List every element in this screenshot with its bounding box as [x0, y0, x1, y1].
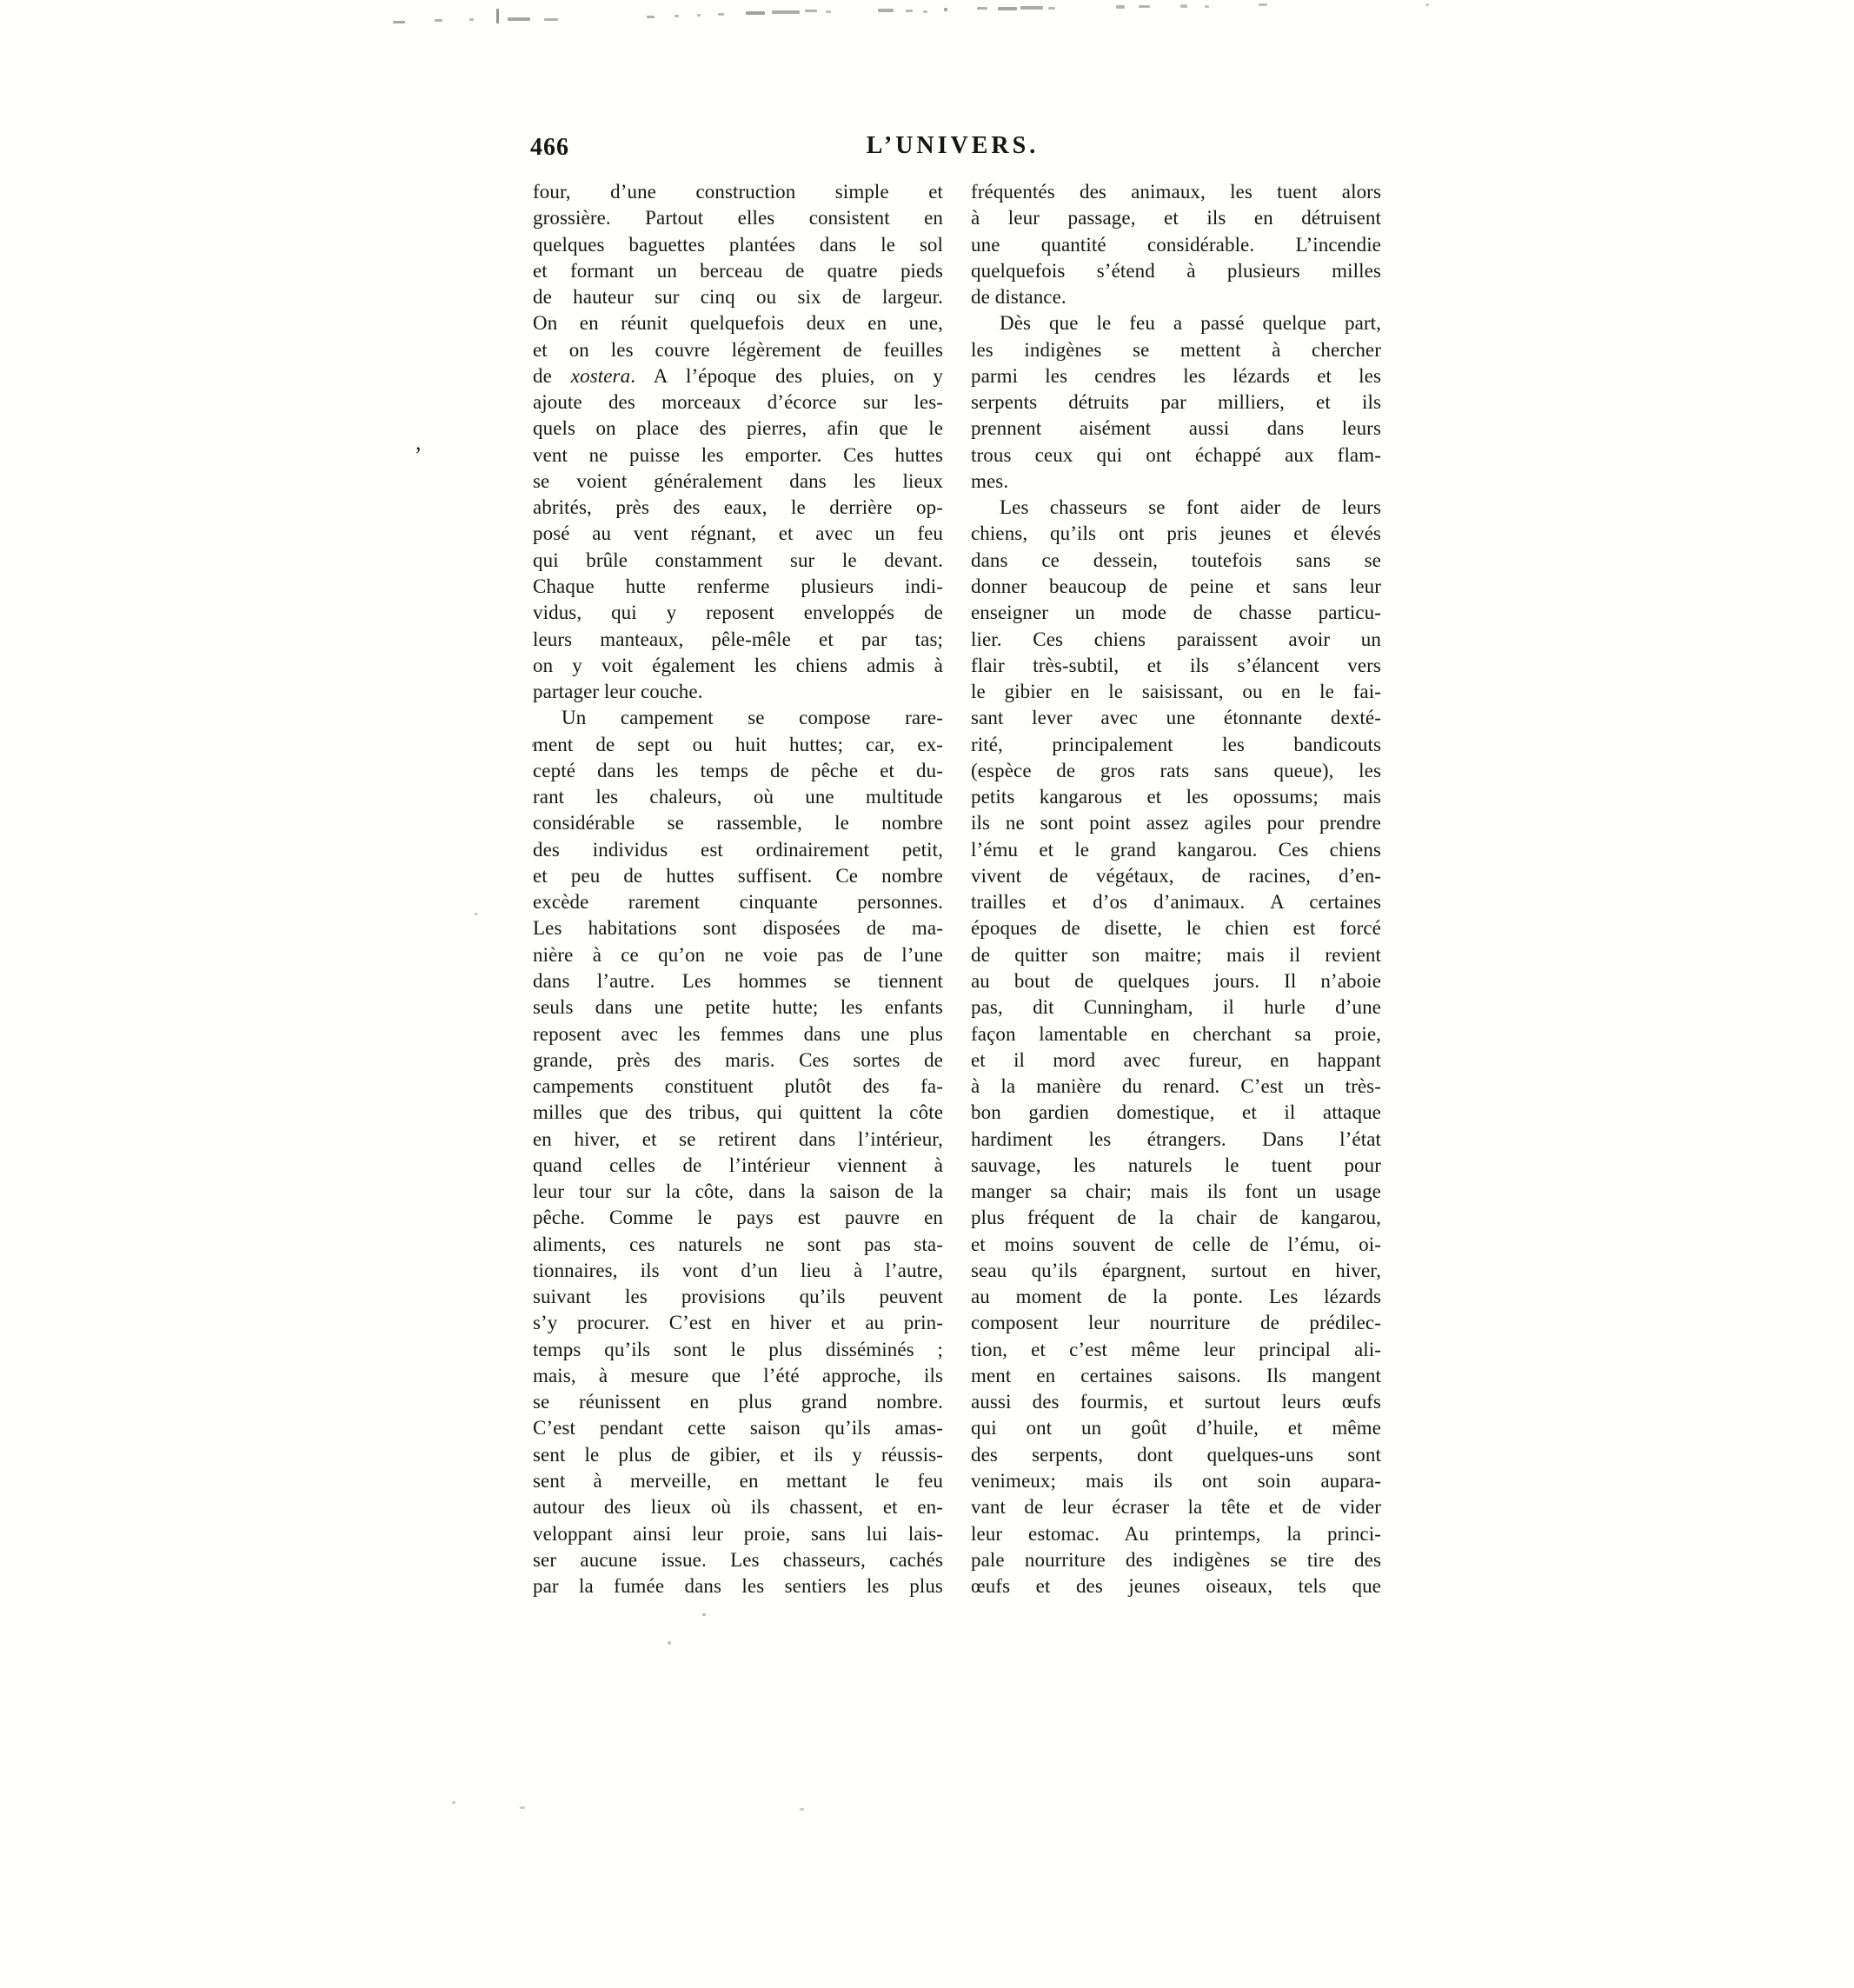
- text-line: les indigènes se mettent à chercher: [971, 338, 1381, 361]
- text-line: à leur passage, et ils en détruisent: [971, 207, 1381, 229]
- text-line: Chaque hutte renferme plusieurs indi-: [533, 575, 943, 597]
- text-line: au bout de quelques jours. Il n’aboie: [971, 969, 1381, 992]
- scan-artifact: [746, 11, 765, 15]
- text-line: Les habitations sont disposées de ma-: [533, 917, 943, 940]
- text-line: de xostera. A l’époque des pluies, on y: [533, 364, 943, 387]
- text-line: pas, dit Cunningham, il hurle d’une: [971, 996, 1381, 1019]
- text-line: parmi les cendres les lézards et les: [971, 364, 1381, 387]
- page-number: 466: [530, 134, 569, 161]
- text-line: œufs et des jeunes oiseaux, tels que: [971, 1575, 1381, 1598]
- scan-artifact: [826, 10, 831, 13]
- text-line: vent ne puisse les emporter. Ces huttes: [533, 443, 943, 466]
- scan-artifact: [800, 1808, 804, 1811]
- paragraph: [971, 310, 1381, 495]
- text-line: ils ne sont point assez agiles pour prendre: [971, 812, 1381, 834]
- text-line: Un campement se compose rare-: [562, 707, 943, 729]
- text-line: cepté dans les temps de pêche et du-: [533, 759, 943, 781]
- text-line: serpents détruits par milliers, et ils: [971, 391, 1381, 414]
- text-line: chiens, qu’ils ont pris jeunes et élevés: [971, 522, 1381, 545]
- text-line: leur estomac. Au printemps, la princi-: [971, 1522, 1381, 1545]
- scan-artifact: [1425, 3, 1429, 6]
- text-line: de quitter son maitre; mais il revient: [971, 943, 1381, 966]
- text-line: s’y procurer. C’est en hiver et au prin-: [533, 1312, 943, 1334]
- text-line: hardiment les étrangers. Dans l’état: [971, 1127, 1381, 1150]
- text-line: Dès que le feu a passé quelque part,: [1000, 312, 1381, 335]
- text-line: façon lamentable en cherchant sa proie,: [971, 1022, 1381, 1045]
- text-line: reposent avec les femmes dans une plus: [533, 1022, 943, 1045]
- text-line: en hiver, et se retirent dans l’intérieur,: [533, 1127, 943, 1150]
- text-line: leurs manteaux, pêle-mêle et par tas;: [533, 628, 943, 650]
- text-line: (espèce de gros rats sans queue), les: [971, 759, 1381, 781]
- text-line: veloppant ainsi leur proie, sans lui lais-: [533, 1522, 943, 1545]
- text-line: venimeux; mais ils ont soin aupara-: [971, 1470, 1381, 1493]
- page-header: [530, 132, 1375, 169]
- text-line: ment de sept ou huit huttes; car, ex-: [533, 733, 943, 755]
- scan-artifact: [697, 14, 701, 17]
- text-line: se voient généralement dans les lieux: [533, 469, 943, 492]
- text-line: aliments, ces naturels ne sont pas sta-: [533, 1233, 943, 1255]
- text-line: composent leur nourriture de prédilec-: [971, 1312, 1381, 1334]
- paragraph: [533, 705, 943, 1599]
- text-line: ajoute des morceaux d’écorce sur les-: [533, 391, 943, 414]
- text-line: considérable se rassemble, le nombre: [533, 812, 943, 834]
- text-line: posé au vent régnant, et avec un feu: [533, 522, 943, 545]
- text-line: ser aucune issue. Les chasseurs, cachés: [533, 1548, 943, 1571]
- scan-artifact: [977, 7, 987, 10]
- text-line: et formant un berceau de quatre pieds: [533, 259, 943, 282]
- scan-artifact: [1048, 7, 1055, 10]
- text-line: flair très-subtil, et ils s’élancent vers: [971, 654, 1381, 676]
- text-line: de hauteur sur cinq ou six de largeur.: [533, 286, 943, 309]
- scan-artifact: [1180, 4, 1187, 8]
- text-line: par la fumée dans les sentiers les plus: [533, 1575, 943, 1598]
- scan-artifact: [1259, 3, 1267, 6]
- scan-artifact: [718, 13, 724, 16]
- scan-artifact: [772, 10, 800, 14]
- scan-artifact: [1116, 5, 1125, 9]
- text-line: grande, près des maris. Ces sortes de: [533, 1048, 943, 1071]
- text-line: se réunissent en plus grand nombre.: [533, 1391, 943, 1413]
- scan-artifact: [878, 9, 894, 12]
- text-line: à la manière du renard. C’est un très-: [971, 1075, 1381, 1098]
- text-line: pêche. Comme le pays est pauvre en: [533, 1207, 943, 1229]
- scan-artifact: [647, 16, 655, 18]
- text-line: et on les couvre légèrement de feuilles: [533, 338, 943, 361]
- scan-artifact: [1205, 5, 1209, 8]
- text-line: une quantité considérable. L’incendie: [971, 233, 1381, 256]
- text-line: On en réunit quelquefois deux en une,: [533, 312, 943, 335]
- text-line: seuls dans une petite hutte; les enfants: [533, 996, 943, 1019]
- text-line: dans ce dessein, toutefois sans se: [971, 549, 1381, 571]
- text-line: prennent aisément aussi dans leurs: [971, 417, 1381, 440]
- paragraph: [971, 495, 1381, 1599]
- text-line: seau qu’ils épargnent, surtout en hiver,: [971, 1259, 1381, 1281]
- text-line: C’est pendant cette saison qu’ils amas-: [533, 1417, 943, 1439]
- text-line: rant les chaleurs, où une multitude: [533, 786, 943, 808]
- text-line: enseigner un mode de chasse particu-: [971, 602, 1381, 624]
- text-line: trailles et d’os d’animaux. A certaines: [971, 891, 1381, 914]
- text-line: des serpents, dont quelques-uns sont: [971, 1443, 1381, 1466]
- text-line: époques de disette, le chien est forcé: [971, 917, 1381, 940]
- scan-artifact: [393, 21, 405, 23]
- text-line: vant de leur écraser la tête et de vider: [971, 1496, 1381, 1519]
- text-line: suivant les provisions qu’ils peuvent: [533, 1286, 943, 1308]
- right-column: [971, 179, 1381, 1599]
- scan-artifact: [805, 10, 817, 12]
- text-line: donner beaucoup de peine et sans leur: [971, 575, 1381, 597]
- text-line: leur tour sur la côte, dans la saison de la: [533, 1180, 943, 1203]
- scan-artifact: [674, 15, 679, 17]
- text-line: sauvage, les naturels le tuent pour: [971, 1154, 1381, 1176]
- text-line: quelquefois s’étend à plusieurs milles: [971, 259, 1381, 282]
- text-line: quels on place des pierres, afin que le: [533, 417, 943, 440]
- scan-artifact: [944, 8, 947, 11]
- text-line: nière à ce qu’on ne voie pas de l’une: [533, 943, 943, 966]
- running-title: L’UNIVERS.: [866, 132, 1040, 159]
- text-line: sent le plus de gibier, et ils y réussis-: [533, 1443, 943, 1466]
- text-line: rité, principalement les bandicouts: [971, 733, 1381, 755]
- text-line: de distance.: [971, 286, 1067, 309]
- text-line: tion, et c’est même leur principal ali-: [971, 1338, 1381, 1360]
- scan-artifact: [435, 19, 442, 22]
- scan-artifact: [469, 18, 474, 21]
- scan-artifact: [998, 7, 1017, 10]
- scan-artifact: [906, 10, 913, 12]
- scan-artifact: [668, 1641, 671, 1645]
- text-line: plus fréquent de la chair de kangarou,: [971, 1207, 1381, 1229]
- scan-artifact: [508, 17, 530, 21]
- paragraph: [971, 179, 1381, 310]
- text-line: aussi des fourmis, et surtout leurs œufs: [971, 1391, 1381, 1413]
- text-line: campements constituent plutôt des fa-: [533, 1075, 943, 1098]
- scan-artifact: [1020, 6, 1043, 10]
- text-line: on y voit également les chiens admis à: [533, 654, 943, 676]
- text-line: sant lever avec une étonnante dexté-: [971, 707, 1381, 729]
- text-line: partager leur couche.: [533, 681, 703, 703]
- text-line: ment en certaines saisons. Ils mangent: [971, 1364, 1381, 1386]
- text-line: lier. Ces chiens paraissent avoir un: [971, 628, 1381, 650]
- text-line: quelques baguettes plantées dans le sol: [533, 233, 943, 256]
- text-line: des individus est ordinairement petit,: [533, 838, 943, 861]
- text-line: dans l’autre. Les hommes se tiennent: [533, 969, 943, 992]
- scan-artifact: [532, 743, 535, 747]
- text-line: pale nourriture des indigènes se tire des: [971, 1548, 1381, 1571]
- text-line: vidus, qui y reposent enveloppés de: [533, 602, 943, 624]
- text-line: quand celles de l’intérieur viennent à: [533, 1154, 943, 1176]
- scan-artifact: [496, 9, 499, 23]
- text-line: qui brûle constamment sur le devant.: [533, 549, 943, 571]
- scan-artifact: [544, 18, 558, 21]
- text-line: manger sa chair; mais ils font un usage: [971, 1180, 1381, 1203]
- text-line: temps qu’ils sont le plus disséminés ;: [533, 1338, 943, 1360]
- text-line: le gibier en le saisissant, ou en le fai-: [971, 681, 1381, 703]
- text-line: qui ont un goût d’huile, et même: [971, 1417, 1381, 1439]
- text-line: grossière. Partout elles consistent en: [533, 207, 943, 229]
- text-line: et moins souvent de celle de l’ému, oi-: [971, 1233, 1381, 1255]
- scan-artifact: [702, 1613, 706, 1616]
- text-line: l’ému et le grand kangarou. Ces chiens: [971, 838, 1381, 861]
- text-line: trous ceux qui ont échappé aux flam-: [971, 443, 1381, 466]
- scan-artifact: [1139, 5, 1150, 8]
- scan-artifact: [452, 1801, 455, 1804]
- text-line: vivent de végétaux, de racines, d’en-: [971, 864, 1381, 887]
- text-line: autour des lieux où ils chassent, et en-: [533, 1496, 943, 1519]
- text-line: mais, à mesure que l’été approche, ils: [533, 1364, 943, 1386]
- text-line: milles que des tribus, qui quittent la côte: [533, 1101, 943, 1124]
- margin-comma-artifact: ,: [415, 429, 422, 455]
- text-line: mes.: [971, 469, 1009, 492]
- paragraph: [533, 179, 943, 705]
- text-line: petits kangarous et les opossums; mais: [971, 786, 1381, 808]
- scan-artifact: [923, 10, 927, 13]
- left-column: [533, 179, 943, 1599]
- scan-artifact: [475, 913, 477, 915]
- text-line: fréquentés des animaux, les tuent alors: [971, 181, 1381, 203]
- text-line: excède rarement cinquante personnes.: [533, 891, 943, 914]
- text-line: et peu de huttes suffisent. Ce nombre: [533, 864, 943, 887]
- text-line: et il mord avec fureur, en happant: [971, 1048, 1381, 1071]
- text-line: bon gardien domestique, et il attaque: [971, 1101, 1381, 1124]
- scan-artifact: [520, 1806, 525, 1809]
- text-line: abrités, près des eaux, le derrière op-: [533, 496, 943, 519]
- text-line: sent à merveille, en mettant le feu: [533, 1470, 943, 1493]
- text-line: four, d’une construction simple et: [533, 181, 943, 203]
- text-line: Les chasseurs se font aider de leurs: [1000, 496, 1381, 519]
- text-line: au moment de la ponte. Les lézards: [971, 1286, 1381, 1308]
- text-line: tionnaires, ils vont d’un lieu à l’autre,: [533, 1259, 943, 1281]
